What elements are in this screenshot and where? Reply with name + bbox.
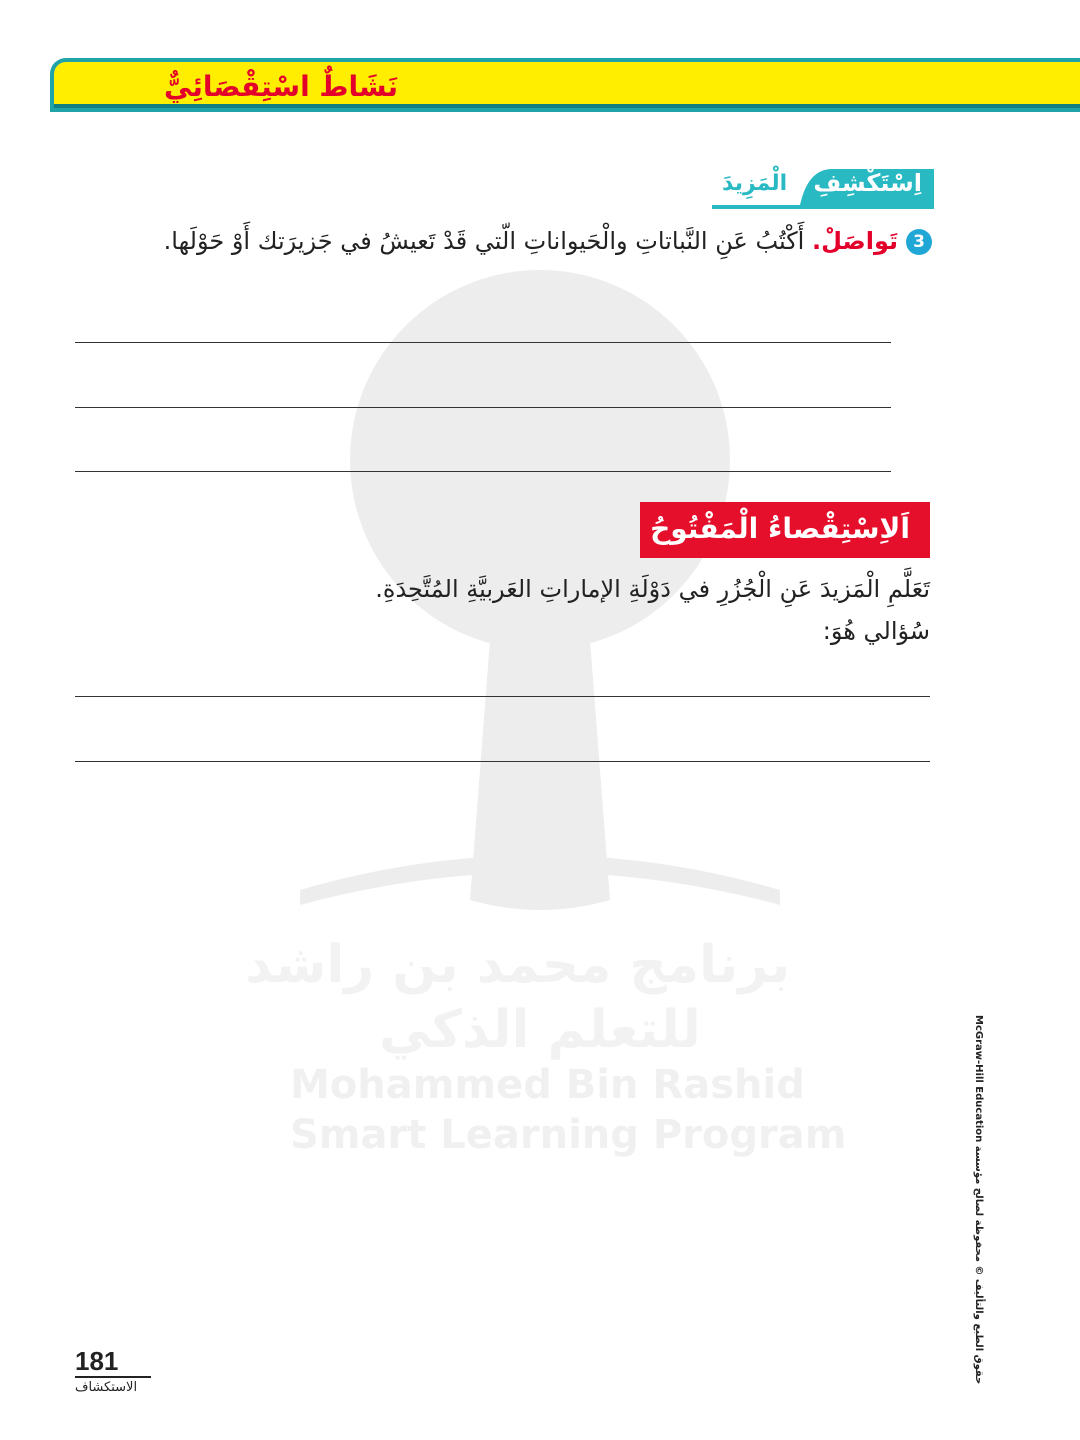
- activity-banner: [50, 58, 1080, 112]
- answer-line[interactable]: [75, 696, 930, 697]
- watermark-arabic-line2: للتعلم الذكي: [379, 1000, 701, 1060]
- watermark-english-line2: Smart Learning Program: [290, 1112, 847, 1158]
- question-verb: تَواصَلْ.: [811, 227, 898, 255]
- open-inquiry-text: تَعَلَّمِ الْمَزيدَ عَنِ الْجُزُرِ في دَوْلَةِ الإماراتِ العَربيَّةِ المُتَّحِدَةِ.: [375, 575, 930, 603]
- explore-more-sublabel: الْمَزِيدَ: [722, 171, 788, 196]
- copyright-text: McGraw-Hill Education حقوق الطبع والتأليف © محفوظة لصالح مؤسسة: [973, 1015, 984, 1385]
- answer-line[interactable]: [75, 761, 930, 762]
- open-inquiry-question-prompt: سُؤالي هُوَ:: [822, 617, 930, 645]
- explore-more-tab: [712, 165, 934, 209]
- page-number: 181: [75, 1346, 119, 1376]
- watermark-arabic-line1: برنامج محمد بن راشد: [245, 935, 790, 995]
- question-text: أَكْتُبُ عَنِ النَّباتاتِ والْحَيواناتِ الّتي قَدْ تَعيشُ في جَزيرَتك أَوْ حَوْلَها.: [163, 227, 812, 255]
- copyright-notice: [968, 1015, 984, 1395]
- open-inquiry-title: اَلاِسْتِقْصاءُ الْمَفْتُوحُ: [650, 512, 910, 545]
- explore-more-label: اِسْتَكْشِفِ: [813, 169, 922, 197]
- question-3: [112, 218, 932, 264]
- open-inquiry-banner: [640, 502, 930, 558]
- answer-line[interactable]: [75, 471, 891, 472]
- activity-title: نَشَاطٌ اسْتِقْصَائِيٌّ: [164, 70, 399, 103]
- answer-line[interactable]: [75, 407, 891, 408]
- section-name: الاستكشاف: [75, 1380, 138, 1395]
- watermark-english-line1: Mohammed Bin Rashid: [290, 1062, 805, 1108]
- answer-line[interactable]: [75, 342, 891, 343]
- page-number-rule: [75, 1376, 151, 1378]
- question-number-badge: 3: [906, 229, 932, 255]
